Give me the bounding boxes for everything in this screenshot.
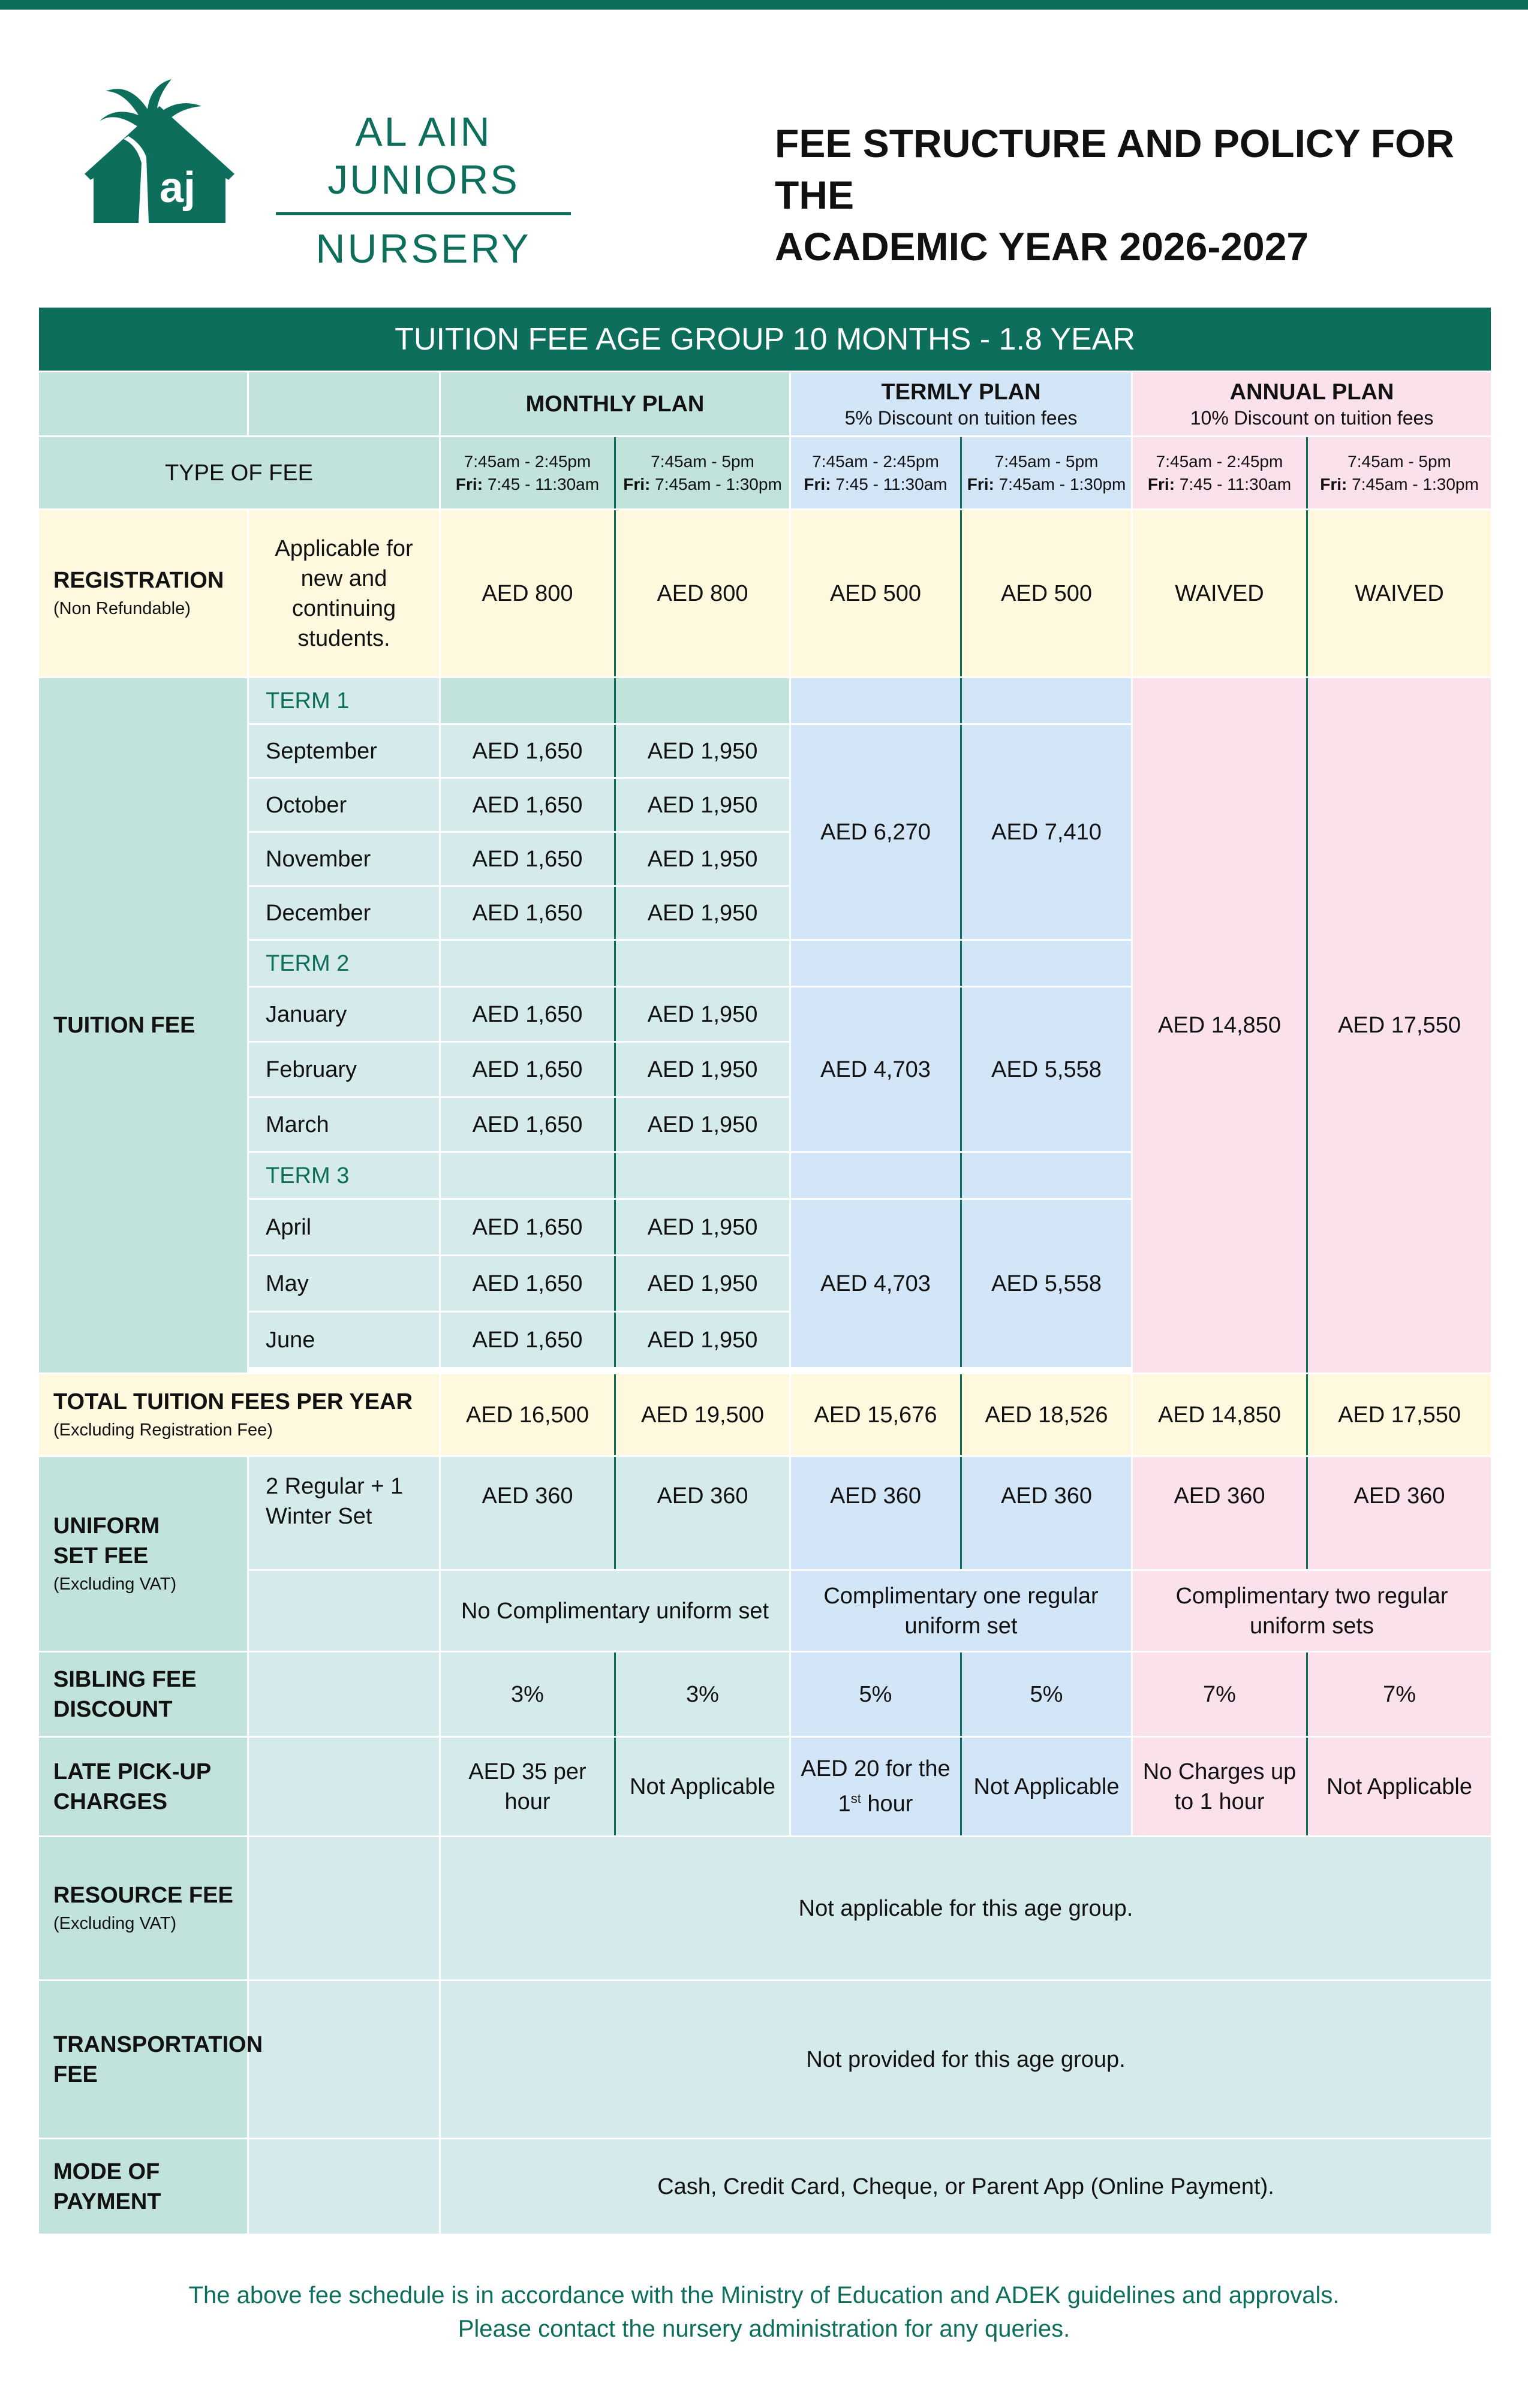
- monthly-fee: AED 1,650: [440, 832, 615, 886]
- brand-divider: [276, 212, 571, 215]
- top-accent-bar: [0, 0, 1528, 10]
- termly-fee: AED 7,410: [961, 724, 1132, 940]
- late-pickup-title-line2: CHARGES: [53, 1789, 168, 1814]
- registration-fee: AED 500: [790, 510, 961, 678]
- registration-fee: AED 500: [961, 510, 1132, 678]
- annual-plan-header: [1132, 372, 1492, 437]
- term-spacer: [790, 1152, 961, 1199]
- monthly-plan-name: MONTHLY PLAN: [525, 391, 705, 417]
- late-pickup-charge: [790, 1737, 961, 1837]
- late-pickup-charge: AED 35 per hour: [440, 1737, 615, 1837]
- monthly-fee: AED 1,950: [615, 886, 790, 940]
- schedule-fri-label: Fri:: [804, 474, 831, 493]
- palm-house-logo-icon: [82, 73, 237, 229]
- sibling-label: [38, 1652, 248, 1737]
- total-title: TOTAL TUITION FEES PER YEAR: [53, 1389, 413, 1414]
- termly-plan-name: TERMLY PLAN: [881, 379, 1041, 405]
- termly-plan-header: [790, 372, 1132, 437]
- transport-blank: [248, 1980, 440, 2139]
- schedule-time: 7:45am - 5pm: [1347, 452, 1451, 471]
- footer-note: [0, 2278, 1528, 2346]
- schedule-time: 7:45am - 5pm: [651, 452, 754, 471]
- schedule-monthly-long: [615, 437, 790, 510]
- schedule-time: 7:45am - 2:45pm: [464, 452, 591, 471]
- schedule-fri-label: Fri:: [455, 474, 483, 493]
- brand-name: [261, 108, 585, 273]
- schedule-annual-short: [1132, 437, 1307, 510]
- annual-tuition-fee: AED 17,550: [1307, 678, 1492, 1374]
- payment-label: [38, 2139, 248, 2235]
- term-label: TERM 1: [248, 678, 440, 724]
- payment-title-line2: PAYMENT: [53, 2189, 161, 2214]
- resource-label: [38, 1837, 248, 1980]
- transport-label: [38, 1980, 263, 2139]
- registration-note: (Non Refundable): [53, 598, 191, 618]
- term-spacer: [615, 940, 790, 987]
- uniform-fee: AED 360: [961, 1456, 1132, 1570]
- term-spacer: [961, 678, 1132, 724]
- term-spacer: [440, 940, 615, 987]
- monthly-fee: AED 1,950: [615, 1097, 790, 1152]
- monthly-fee: AED 1,650: [440, 1312, 615, 1368]
- uniform-blank: [248, 1570, 440, 1652]
- uniform-fee: AED 360: [1307, 1456, 1492, 1570]
- monthly-fee: AED 1,950: [615, 987, 790, 1042]
- month-label: April: [248, 1199, 440, 1256]
- sibling-discount: 3%: [615, 1652, 790, 1737]
- monthly-plan-header: [440, 372, 790, 437]
- sibling-discount: 7%: [1132, 1652, 1307, 1737]
- monthly-fee: AED 1,950: [615, 1199, 790, 1256]
- term-spacer: [961, 1152, 1132, 1199]
- uniform-note: (Excluding VAT): [53, 1574, 177, 1594]
- sibling-discount: 5%: [961, 1652, 1132, 1737]
- termly-fee: AED 4,703: [790, 987, 961, 1152]
- payment-blank: [248, 2139, 440, 2235]
- monthly-fee: AED 1,950: [615, 1256, 790, 1312]
- monthly-fee: AED 1,650: [440, 886, 615, 940]
- document-title-line1: FEE STRUCTURE AND POLICY FOR THE: [775, 121, 1455, 217]
- schedule-fri-time: 7:45am - 1:30pm: [998, 474, 1126, 493]
- term-spacer: [440, 1152, 615, 1199]
- term-spacer: [615, 1152, 790, 1199]
- total-fee: AED 16,500: [440, 1374, 615, 1456]
- schedule-termly-long: [961, 437, 1132, 510]
- tuition-fee-label: [38, 678, 248, 1374]
- uniform-fee: AED 360: [615, 1456, 790, 1570]
- resource-blank: [248, 1837, 440, 1980]
- late-pickup-ordinal: st: [850, 1791, 861, 1807]
- total-label: [38, 1374, 440, 1456]
- uniform-label: [38, 1456, 248, 1652]
- monthly-fee: AED 1,650: [440, 1097, 615, 1152]
- term-label: TERM 2: [248, 940, 440, 987]
- header-blank-2: [248, 372, 440, 437]
- term-spacer: [790, 678, 961, 724]
- registration-applicable: Applicable for new and continuing students.: [248, 510, 440, 678]
- schedule-fri-time: 7:45am - 1:30pm: [655, 474, 782, 493]
- term-spacer: [790, 940, 961, 987]
- month-label: March: [248, 1097, 440, 1152]
- payment-title-line1: MODE OF: [53, 2159, 160, 2184]
- monthly-fee: AED 1,650: [440, 987, 615, 1042]
- uniform-desc: 2 Regular + 1 Winter Set: [248, 1456, 440, 1570]
- registration-fee: AED 800: [615, 510, 790, 678]
- monthly-fee: AED 1,650: [440, 1199, 615, 1256]
- late-pickup-charge: No Charges up to 1 hour: [1132, 1737, 1307, 1837]
- late-pickup-blank: [248, 1737, 440, 1837]
- late-pickup-text: AED 20 for the 1: [801, 1756, 951, 1817]
- transport-title-line2: FEE: [53, 2061, 98, 2087]
- schedule-fri-time: 7:45am - 1:30pm: [1352, 474, 1479, 493]
- schedule-monthly-short: [440, 437, 615, 510]
- month-label: January: [248, 987, 440, 1042]
- brand-line1: AL AIN JUNIORS: [327, 109, 519, 203]
- payment-value: Cash, Credit Card, Cheque, or Parent App (Online Payment).: [440, 2139, 1492, 2235]
- month-label: June: [248, 1312, 440, 1368]
- document-title: [775, 118, 1494, 272]
- type-of-fee-header: TYPE OF FEE: [38, 437, 440, 510]
- uniform-complimentary: Complimentary one regular uniform set: [790, 1570, 1132, 1652]
- termly-fee: AED 4,703: [790, 1199, 961, 1368]
- resource-value: Not applicable for this age group.: [440, 1837, 1492, 1980]
- schedule-time: 7:45am - 2:45pm: [1156, 452, 1283, 471]
- brand-line2: NURSERY: [315, 226, 531, 272]
- uniform-title-line1: UNIFORM: [53, 1513, 160, 1539]
- termly-fee: AED 5,558: [961, 987, 1132, 1152]
- month-label: September: [248, 724, 440, 778]
- sibling-title-line1: SIBLING FEE: [53, 1666, 197, 1692]
- monthly-fee: AED 1,650: [440, 778, 615, 832]
- transport-title-line1: TRANSPORTATION: [53, 2031, 263, 2057]
- total-fee: AED 15,676: [790, 1374, 961, 1456]
- uniform-fee: AED 360: [440, 1456, 615, 1570]
- footer-line2: Please contact the nursery administration for any queries.: [458, 2316, 1070, 2342]
- uniform-fee: AED 360: [790, 1456, 961, 1570]
- tuition-fee-title: TUITION FEE: [53, 1013, 195, 1038]
- month-label: November: [248, 832, 440, 886]
- total-fee: AED 19,500: [615, 1374, 790, 1456]
- total-fee: AED 18,526: [961, 1374, 1132, 1456]
- resource-note: (Excluding VAT): [53, 1913, 177, 1933]
- schedule-fri-label: Fri:: [967, 474, 994, 493]
- schedule-fri-label: Fri:: [623, 474, 651, 493]
- uniform-complimentary: Complimentary two regular uniform sets: [1132, 1570, 1492, 1652]
- registration-fee: AED 800: [440, 510, 615, 678]
- monthly-fee: AED 1,950: [615, 1312, 790, 1368]
- total-note: (Excluding Registration Fee): [53, 1420, 273, 1440]
- resource-title: RESOURCE FEE: [53, 1882, 233, 1908]
- sibling-discount: 5%: [790, 1652, 961, 1737]
- schedule-annual-long: [1307, 437, 1492, 510]
- registration-fee: WAIVED: [1132, 510, 1307, 678]
- late-pickup-label: [38, 1737, 248, 1837]
- sibling-discount: 7%: [1307, 1652, 1492, 1737]
- monthly-fee: AED 1,950: [615, 724, 790, 778]
- logo-monogram: aj: [159, 164, 196, 212]
- monthly-fee: AED 1,650: [440, 1042, 615, 1097]
- monthly-fee: AED 1,950: [615, 1042, 790, 1097]
- total-fee: AED 14,850: [1132, 1374, 1307, 1456]
- registration-title: REGISTRATION: [53, 567, 224, 593]
- term-spacer: [961, 940, 1132, 987]
- registration-label: [38, 510, 248, 678]
- monthly-fee: AED 1,650: [440, 724, 615, 778]
- footer-line1: The above fee schedule is in accordance with the Ministry of Education and ADEK guidelines and approvals.: [188, 2282, 1340, 2308]
- term-spacer: [440, 678, 615, 724]
- monthly-fee: AED 1,650: [440, 1256, 615, 1312]
- termly-plan-note: 5% Discount on tuition fees: [844, 407, 1078, 429]
- schedule-fri-time: 7:45 - 11:30am: [835, 474, 948, 493]
- registration-fee: WAIVED: [1307, 510, 1492, 678]
- late-pickup-charge: Not Applicable: [615, 1737, 790, 1837]
- schedule-fri-time: 7:45 - 11:30am: [487, 474, 600, 493]
- month-label: May: [248, 1256, 440, 1312]
- monthly-fee: AED 1,950: [615, 778, 790, 832]
- uniform-title-line2: SET FEE: [53, 1543, 149, 1569]
- schedule-fri-time: 7:45 - 11:30am: [1179, 474, 1292, 493]
- month-label: February: [248, 1042, 440, 1097]
- schedule-termly-short: [790, 437, 961, 510]
- sibling-blank: [248, 1652, 440, 1737]
- sibling-title-line2: DISCOUNT: [53, 1696, 173, 1722]
- month-label: October: [248, 778, 440, 832]
- late-pickup-title-line1: LATE PICK-UP: [53, 1759, 212, 1784]
- termly-fee: AED 6,270: [790, 724, 961, 940]
- annual-plan-note: 10% Discount on tuition fees: [1190, 407, 1434, 429]
- uniform-complimentary: No Complimentary uniform set: [440, 1570, 790, 1652]
- nursery-logo: [82, 73, 237, 229]
- month-label: December: [248, 886, 440, 940]
- total-fee: AED 17,550: [1307, 1374, 1492, 1456]
- late-pickup-charge: Not Applicable: [961, 1737, 1132, 1837]
- uniform-fee: AED 360: [1132, 1456, 1307, 1570]
- annual-tuition-fee: AED 14,850: [1132, 678, 1307, 1374]
- termly-fee: AED 5,558: [961, 1199, 1132, 1368]
- schedule-fri-label: Fri:: [1320, 474, 1347, 493]
- schedule-time: 7:45am - 2:45pm: [812, 452, 939, 471]
- document-title-line2: ACADEMIC YEAR 2026-2027: [775, 224, 1309, 269]
- monthly-fee: AED 1,950: [615, 832, 790, 886]
- schedule-time: 7:45am - 5pm: [994, 452, 1099, 471]
- late-pickup-unit: hour: [861, 1791, 913, 1817]
- late-pickup-charge: Not Applicable: [1307, 1737, 1492, 1837]
- header-blank-1: [38, 372, 248, 437]
- fee-table: [37, 306, 1493, 2235]
- annual-plan-name: ANNUAL PLAN: [1229, 379, 1394, 405]
- schedule-fri-label: Fri:: [1147, 474, 1175, 493]
- sibling-discount: 3%: [440, 1652, 615, 1737]
- transport-value: Not provided for this age group.: [440, 1980, 1492, 2139]
- term-label: TERM 3: [248, 1152, 440, 1199]
- term-spacer: [615, 678, 790, 724]
- table-title: TUITION FEE AGE GROUP 10 MONTHS - 1.8 YEAR: [38, 307, 1492, 372]
